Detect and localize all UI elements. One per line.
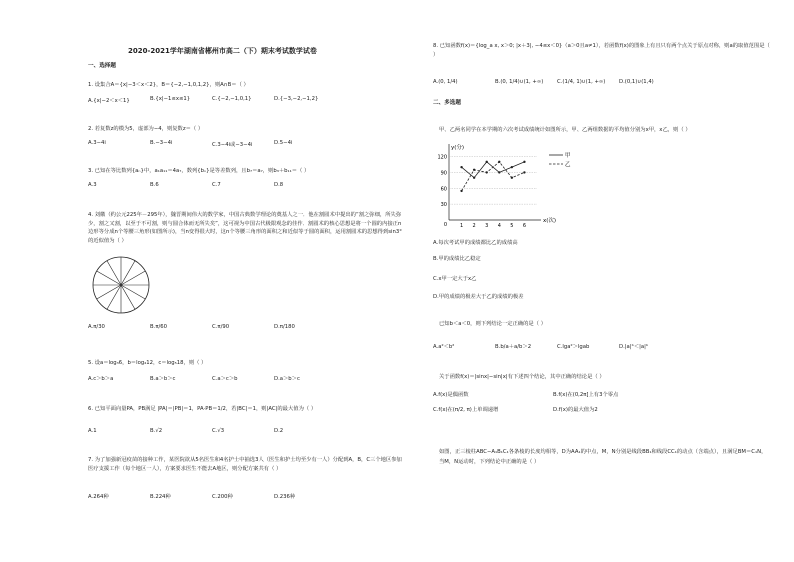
data-point-甲 — [511, 166, 513, 168]
q1-option-b[interactable]: B.{x|−1≤x≤1} — [150, 96, 191, 102]
data-point-甲 — [498, 171, 500, 173]
q9-option-c[interactable]: C.x甲一定大于x乙 — [433, 276, 477, 282]
q4-option-a[interactable]: A.π/30 — [88, 324, 105, 330]
q3-option-c[interactable]: C.7 — [212, 182, 221, 188]
q8-option-c[interactable]: C.(1/4, 1)∪(1, +∞) — [557, 79, 606, 85]
data-point-乙 — [460, 190, 462, 192]
question-7: 7. 为了加强新冠疫苗的接种工作，某医院欲从5名医生和4名护士中抽选3人（医生和护士均至少有一人）分配到A，B，C三个地区参加医疗支援工作（每个地区一人），方案要求医生不能去A地区，则分配方案共有（ ） — [88, 457, 402, 472]
circle-radius-line — [121, 285, 145, 299]
q11-option-c[interactable]: C.f(x)在(π/2, π)上单调递增 — [433, 407, 499, 413]
y-tick-label: 30 — [440, 202, 447, 209]
question-6: 6. 已知平面向量PA，PB满足 |PA|＝|PB|＝1，PA·PB＝1/2，若|BC|＝1，则|AC|的最大值为（ ） — [88, 406, 317, 412]
question-4: 4. 刘徽（约公元225年－295年），魏晋期间伟大的数学家，中国古典数学理论的奠基人之一．他在割圆术中提出的“割之弥细，所失弥少，割之又割，以至于不可割，则与圆合体而无所失矣”，这可视为中国古代极限观念的佳作．割圆术的核心思想是将一个圆的内接正n边形等分成n个等腰三角形(如图所示)，当n变得很大时，这n个等腰三角形的面积之和近似等于圆的面积，运用割圆术的思想得到sin3°的近似值为（ ） — [88, 212, 402, 244]
x-tick-label: 6 — [522, 223, 527, 229]
y-axis-label: y(分) — [451, 145, 465, 151]
q10-option-c[interactable]: C.lga²＞lgab — [557, 344, 590, 350]
q10-option-a[interactable]: A.a²＜b² — [433, 344, 455, 350]
q7-option-a[interactable]: A.264种 — [88, 494, 109, 500]
circle-radius-line — [107, 285, 121, 309]
question-3: 3. 已知在等比数列{aₙ}中，a₁a₁₁＝4a₇，数列{bₙ}是等差数列，且b₇＝a₇，则b₃＋b₁₁＝（ ） — [88, 168, 310, 174]
q6-option-c[interactable]: C.√3 — [212, 428, 225, 434]
q9-option-b[interactable]: B.甲的成绩比乙稳定 — [433, 256, 481, 262]
q6-option-b[interactable]: B.√2 — [150, 428, 163, 434]
q7-option-b[interactable]: B.224种 — [150, 494, 171, 500]
data-point-甲 — [486, 161, 488, 163]
y-tick-label: 120 — [437, 154, 447, 161]
q11-option-b[interactable]: B.f(x)在(0,2π]上有3个零点 — [553, 392, 619, 398]
data-point-甲 — [523, 161, 525, 163]
section-choice: 一、选择题 — [88, 63, 116, 69]
score-line-chart — [433, 140, 583, 232]
circle-radius-line — [121, 261, 135, 285]
circle-radius-line — [121, 271, 145, 285]
q3-option-d[interactable]: D.8 — [274, 182, 284, 188]
x-tick-label: 3 — [485, 223, 489, 229]
legend-label: 甲 — [565, 153, 571, 159]
q8-option-d[interactable]: D.(0,1)∪(1,4) — [619, 79, 654, 85]
circle-radius-line — [97, 285, 121, 299]
question-5: 5. 设a＝log₃6，b＝log₄12，c＝log₅18，则（ ） — [88, 360, 207, 366]
q1-option-c[interactable]: C.{−2,−1,0,1} — [212, 96, 252, 102]
origin-label: 0 — [443, 222, 447, 228]
q7-option-c[interactable]: C.200种 — [212, 494, 233, 500]
q10-option-d[interactable]: D.|a|ᵇ＜|a|ᵇ — [619, 344, 649, 350]
question-9: 甲、乙两名同学在本学期的六次考试成绩统计如图所示，甲、乙两组数据的平均值分别为x甲，x乙，则（ ） — [439, 127, 691, 133]
data-point-乙 — [498, 161, 500, 163]
x-axis-label: x(次) — [543, 218, 557, 224]
data-point-乙 — [473, 169, 475, 171]
q4-option-c[interactable]: C.π/90 — [212, 324, 230, 330]
question-1: 1. 设集合A＝{x|−3＜x＜2}，B＝{−2,−1,0,1,2}，则A∩B＝（ ） — [88, 82, 249, 88]
question-11: 关于函数f(x)＝|sinx|−sin|x|有下述四个结论，其中正确的结论是（ ） — [439, 374, 605, 380]
legend-label: 乙 — [565, 162, 571, 168]
q3-option-a[interactable]: A.3 — [88, 182, 97, 188]
question-10: 已知b＜a＜0，则下列结论一定正确的是（ ） — [439, 321, 547, 327]
q9-option-d[interactable]: D.甲的成绩的极差大于乙的成绩的极差 — [433, 294, 524, 300]
x-tick-label: 2 — [472, 223, 476, 229]
q6-option-a[interactable]: A.1 — [88, 428, 97, 434]
circle-radius-line — [97, 271, 121, 285]
data-point-甲 — [473, 177, 475, 179]
q3-option-b[interactable]: B.6 — [150, 182, 159, 188]
q11-option-a[interactable]: A.f(x)是偶函数 — [433, 392, 469, 398]
q9-option-a[interactable]: A.每次考试甲的成绩都比乙的成绩高 — [433, 240, 518, 246]
q1-option-a[interactable]: A.{x|−2＜x＜1} — [88, 98, 130, 104]
page-title: 2020-2021学年湖南省郴州市高二（下）期末考试数学试卷 — [128, 47, 317, 55]
question-2: 2. 若复数z的模为5，虚部为−4，则复数z＝（ ） — [88, 126, 204, 132]
q5-option-b[interactable]: B.a＞b＞c — [150, 376, 176, 382]
q2-option-b[interactable]: B.−3−4i — [150, 140, 173, 146]
q2-option-a[interactable]: A.3−4i — [88, 140, 106, 146]
y-tick-label: 90 — [440, 170, 447, 177]
x-tick-label: 4 — [497, 223, 501, 229]
data-point-乙 — [511, 177, 513, 179]
q4-option-b[interactable]: B.π/60 — [150, 324, 168, 330]
q8-option-b[interactable]: B.(0, 1/4)∪(1, +∞) — [495, 79, 544, 85]
x-tick-label: 1 — [459, 223, 464, 229]
q2-option-d[interactable]: D.5−4i — [274, 140, 293, 146]
q7-option-d[interactable]: D.236种 — [274, 494, 296, 500]
data-point-甲 — [460, 166, 462, 168]
q10-option-b[interactable]: B.b/a＋a/b＞2 — [495, 344, 532, 350]
x-tick-label: 5 — [510, 223, 514, 229]
q1-option-d[interactable]: D.{−3,−2,−1,2} — [274, 96, 319, 102]
q4-option-d[interactable]: D.π/180 — [274, 324, 295, 330]
q6-option-d[interactable]: D.2 — [274, 428, 284, 434]
q11-option-d[interactable]: D.f(x)的最大值为2 — [553, 407, 598, 413]
circle-figure — [90, 254, 152, 316]
right-column — [433, 0, 773, 562]
data-point-乙 — [486, 171, 488, 173]
q2-option-c[interactable]: C.3−4i或−3−4i — [212, 142, 253, 148]
question-12: 如图，正三棱柱ABC−A₁B₁C₁各条棱的长度均相等，D为AA₁的中点，M，N分别是线段BB₁和线段CC₁的动点（含端点），且满足BM＝C₁N，当M，N运动时，下列结论中正确的是（ ） — [439, 449, 767, 465]
q5-option-c[interactable]: C.a＞c＞b — [212, 376, 238, 382]
question-8: 8. 已知函数f(x)＝{log_a x, x＞0; |x＋3|, −4≤x＜0}（a＞0且a≠1），若函数f(x)的图象上有且只有两个点关于原点对称，则a的取值范围是（ ） — [433, 43, 770, 58]
q5-option-d[interactable]: D.a＞b＞c — [274, 376, 300, 382]
circle-radius-line — [107, 261, 121, 285]
q5-option-a[interactable]: A.c＞b＞a — [88, 376, 114, 382]
left-column — [88, 0, 406, 562]
y-tick-label: 60 — [440, 186, 447, 193]
circle-radius-line — [121, 285, 135, 309]
section-multi: 二、多选题 — [433, 100, 461, 106]
data-point-乙 — [523, 171, 525, 173]
q8-option-a[interactable]: A.(0, 1/4) — [433, 79, 458, 85]
